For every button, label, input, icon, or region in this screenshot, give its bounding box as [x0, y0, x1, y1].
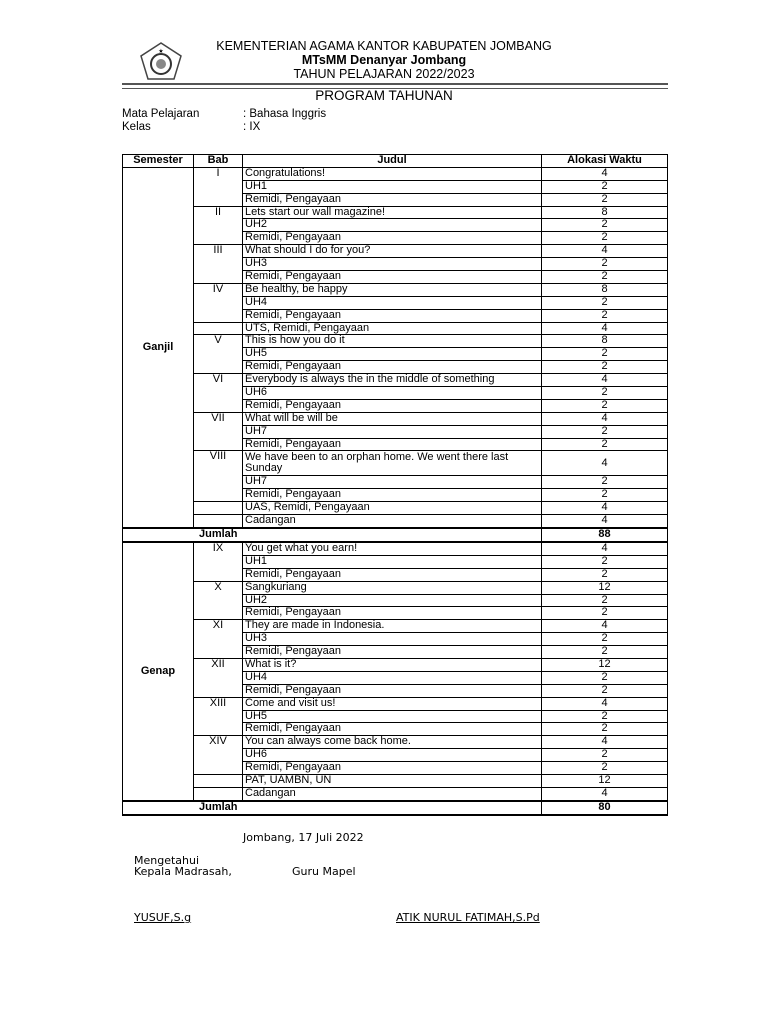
bab-cell — [194, 515, 243, 528]
semester-cell: Genap — [123, 542, 194, 801]
table-row — [123, 581, 668, 594]
judul-cell: UH6 — [243, 387, 542, 400]
alokasi-cell: 4 — [542, 787, 668, 800]
judul-cell: UH4 — [243, 296, 542, 309]
alokasi-cell: 2 — [542, 399, 668, 412]
kelas-value: : IX — [243, 121, 261, 133]
total-label: Jumlah — [123, 528, 542, 542]
alokasi-cell: 12 — [542, 774, 668, 787]
table-row — [123, 245, 668, 258]
guru-label: Guru Mapel — [292, 865, 356, 878]
bab-cell: IX — [194, 542, 243, 581]
place-date: Jombang, 17 Juli 2022 — [243, 831, 364, 844]
judul-cell: PAT, UAMBN, UN — [243, 774, 542, 787]
alokasi-cell: 2 — [542, 438, 668, 451]
alokasi-cell: 2 — [542, 271, 668, 284]
judul-cell: Congratulations! — [243, 167, 542, 180]
program-table — [122, 154, 668, 816]
alokasi-cell: 2 — [542, 684, 668, 697]
bab-cell — [194, 322, 243, 335]
alokasi-cell: 2 — [542, 348, 668, 361]
bab-cell: XI — [194, 620, 243, 659]
judul-cell: Remidi, Pengayaan — [243, 723, 542, 736]
judul-cell: UH5 — [243, 710, 542, 723]
bab-cell — [194, 787, 243, 800]
judul-cell: UH1 — [243, 555, 542, 568]
header-semester: Semester — [123, 155, 194, 168]
header-ministry: KEMENTERIAN AGAMA KANTOR KABUPATEN JOMBANG — [216, 39, 552, 53]
bab-cell — [194, 502, 243, 515]
judul-cell: Cadangan — [243, 515, 542, 528]
judul-cell: Sangkuriang — [243, 581, 542, 594]
alokasi-cell: 8 — [542, 206, 668, 219]
judul-cell: UH5 — [243, 348, 542, 361]
alokasi-cell: 4 — [542, 502, 668, 515]
bab-cell: VIII — [194, 451, 243, 502]
bab-cell: VII — [194, 412, 243, 451]
alokasi-cell: 2 — [542, 568, 668, 581]
table-row — [123, 412, 668, 425]
judul-cell: Remidi, Pengayaan — [243, 271, 542, 284]
judul-cell: Lets start our wall magazine! — [243, 206, 542, 219]
table-row — [123, 451, 668, 476]
header-school: MTsMM Denanyar Jombang — [301, 53, 467, 67]
table-row — [123, 515, 668, 528]
judul-cell: Remidi, Pengayaan — [243, 762, 542, 775]
alokasi-cell: 4 — [542, 245, 668, 258]
alokasi-cell: 4 — [542, 515, 668, 528]
alokasi-cell: 2 — [542, 361, 668, 374]
bab-cell — [194, 774, 243, 787]
bab-cell: III — [194, 245, 243, 284]
judul-cell: What should I do for you? — [243, 245, 542, 258]
total-value: 88 — [542, 528, 668, 542]
alokasi-cell: 2 — [542, 258, 668, 271]
total-value: 80 — [542, 801, 668, 815]
alokasi-cell: 2 — [542, 387, 668, 400]
table-row — [123, 736, 668, 749]
alokasi-cell: 2 — [542, 309, 668, 322]
alokasi-cell: 2 — [542, 607, 668, 620]
alokasi-cell: 2 — [542, 193, 668, 206]
judul-cell: Everybody is always the in the middle of something — [243, 374, 542, 387]
judul-cell: We have been to an orphan home. We went there last Sunday — [243, 451, 542, 476]
judul-cell: Remidi, Pengayaan — [243, 684, 542, 697]
judul-cell: UH7 — [243, 476, 542, 489]
total-row — [123, 801, 668, 815]
judul-cell: UAS, Remidi, Pengayaan — [243, 502, 542, 515]
alokasi-cell: 2 — [542, 646, 668, 659]
alokasi-cell: 4 — [542, 374, 668, 387]
table-row — [123, 787, 668, 800]
alokasi-cell: 4 — [542, 736, 668, 749]
alokasi-cell: 2 — [542, 489, 668, 502]
alokasi-cell: 4 — [542, 542, 668, 555]
table-row — [123, 542, 668, 555]
alokasi-cell: 2 — [542, 476, 668, 489]
alokasi-cell: 2 — [542, 749, 668, 762]
judul-cell: Remidi, Pengayaan — [243, 607, 542, 620]
bab-cell: IV — [194, 283, 243, 322]
table-row — [123, 658, 668, 671]
header-year: TAHUN PELAJARAN 2022/2023 — [293, 67, 475, 81]
judul-cell: Remidi, Pengayaan — [243, 568, 542, 581]
judul-cell: Remidi, Pengayaan — [243, 309, 542, 322]
judul-cell: UH3 — [243, 258, 542, 271]
judul-cell: UTS, Remidi, Pengayaan — [243, 322, 542, 335]
table-row — [123, 774, 668, 787]
judul-cell: Remidi, Pengayaan — [243, 438, 542, 451]
bab-cell: II — [194, 206, 243, 245]
table-row — [123, 283, 668, 296]
judul-cell: This is how you do it — [243, 335, 542, 348]
alokasi-cell: 4 — [542, 167, 668, 180]
alokasi-cell: 2 — [542, 594, 668, 607]
header-judul: Judul — [243, 155, 542, 168]
alokasi-cell: 8 — [542, 283, 668, 296]
table-row — [123, 167, 668, 180]
alokasi-cell: 2 — [542, 633, 668, 646]
judul-cell: Remidi, Pengayaan — [243, 361, 542, 374]
bab-cell: XII — [194, 658, 243, 697]
kepala-label: Kepala Madrasah, — [134, 865, 232, 878]
alokasi-cell: 8 — [542, 335, 668, 348]
judul-cell: UH2 — [243, 219, 542, 232]
alokasi-cell: 4 — [542, 412, 668, 425]
semester-cell: Ganjil — [123, 167, 194, 528]
bab-cell: XIV — [194, 736, 243, 775]
judul-cell: Remidi, Pengayaan — [243, 193, 542, 206]
total-label: Jumlah — [123, 801, 542, 815]
judul-cell: Come and visit us! — [243, 697, 542, 710]
svg-text:★: ★ — [158, 49, 164, 55]
judul-cell: UH3 — [243, 633, 542, 646]
judul-cell: What will be will be — [243, 412, 542, 425]
table-row — [123, 374, 668, 387]
bab-cell: VI — [194, 374, 243, 413]
judul-cell: Remidi, Pengayaan — [243, 489, 542, 502]
kelas-label: Kelas — [122, 121, 151, 133]
judul-cell: What is it? — [243, 658, 542, 671]
alokasi-cell: 4 — [542, 451, 668, 476]
alokasi-cell: 4 — [542, 620, 668, 633]
header-bab: Bab — [194, 155, 243, 168]
judul-cell: UH6 — [243, 749, 542, 762]
guru-name: ATIK NURUL FATIMAH,S.Pd — [396, 911, 540, 924]
table-row — [123, 322, 668, 335]
table-row — [123, 206, 668, 219]
judul-cell: You get what you earn! — [243, 542, 542, 555]
mapel-value: : Bahasa Inggris — [243, 108, 327, 120]
judul-cell: They are made in Indonesia. — [243, 620, 542, 633]
header-alokasi: Alokasi Waktu — [542, 155, 668, 168]
bab-cell: XIII — [194, 697, 243, 736]
page-title: PROGRAM TAHUNAN — [315, 88, 453, 103]
table-row — [123, 502, 668, 515]
mapel-label: Mata Pelajaran — [122, 108, 200, 120]
judul-cell: Remidi, Pengayaan — [243, 399, 542, 412]
alokasi-cell: 2 — [542, 710, 668, 723]
judul-cell: Remidi, Pengayaan — [243, 646, 542, 659]
alokasi-cell: 2 — [542, 296, 668, 309]
alokasi-cell: 2 — [542, 219, 668, 232]
judul-cell: Be healthy, be happy — [243, 283, 542, 296]
bab-cell: X — [194, 581, 243, 620]
alokasi-cell: 2 — [542, 671, 668, 684]
bab-cell: I — [194, 167, 243, 206]
judul-cell: UH2 — [243, 594, 542, 607]
judul-cell: You can always come back home. — [243, 736, 542, 749]
judul-cell: Remidi, Pengayaan — [243, 232, 542, 245]
alokasi-cell: 4 — [542, 322, 668, 335]
kepala-name: YUSUF,S.g — [134, 911, 192, 924]
table-row — [123, 335, 668, 348]
alokasi-cell: 2 — [542, 180, 668, 193]
judul-cell: UH1 — [243, 180, 542, 193]
judul-cell: UH4 — [243, 671, 542, 684]
alokasi-cell: 12 — [542, 658, 668, 671]
total-row — [123, 528, 668, 542]
table-row — [123, 620, 668, 633]
alokasi-cell: 12 — [542, 581, 668, 594]
alokasi-cell: 2 — [542, 762, 668, 775]
alokasi-cell: 2 — [542, 723, 668, 736]
alokasi-cell: 2 — [542, 232, 668, 245]
judul-cell: Cadangan — [243, 787, 542, 800]
bab-cell: V — [194, 335, 243, 374]
mengetahui-label: Mengetahui — [134, 854, 200, 867]
alokasi-cell: 2 — [542, 555, 668, 568]
table-row — [123, 697, 668, 710]
table-header-row — [123, 155, 668, 168]
alokasi-cell: 2 — [542, 425, 668, 438]
judul-cell: UH7 — [243, 425, 542, 438]
alokasi-cell: 4 — [542, 697, 668, 710]
